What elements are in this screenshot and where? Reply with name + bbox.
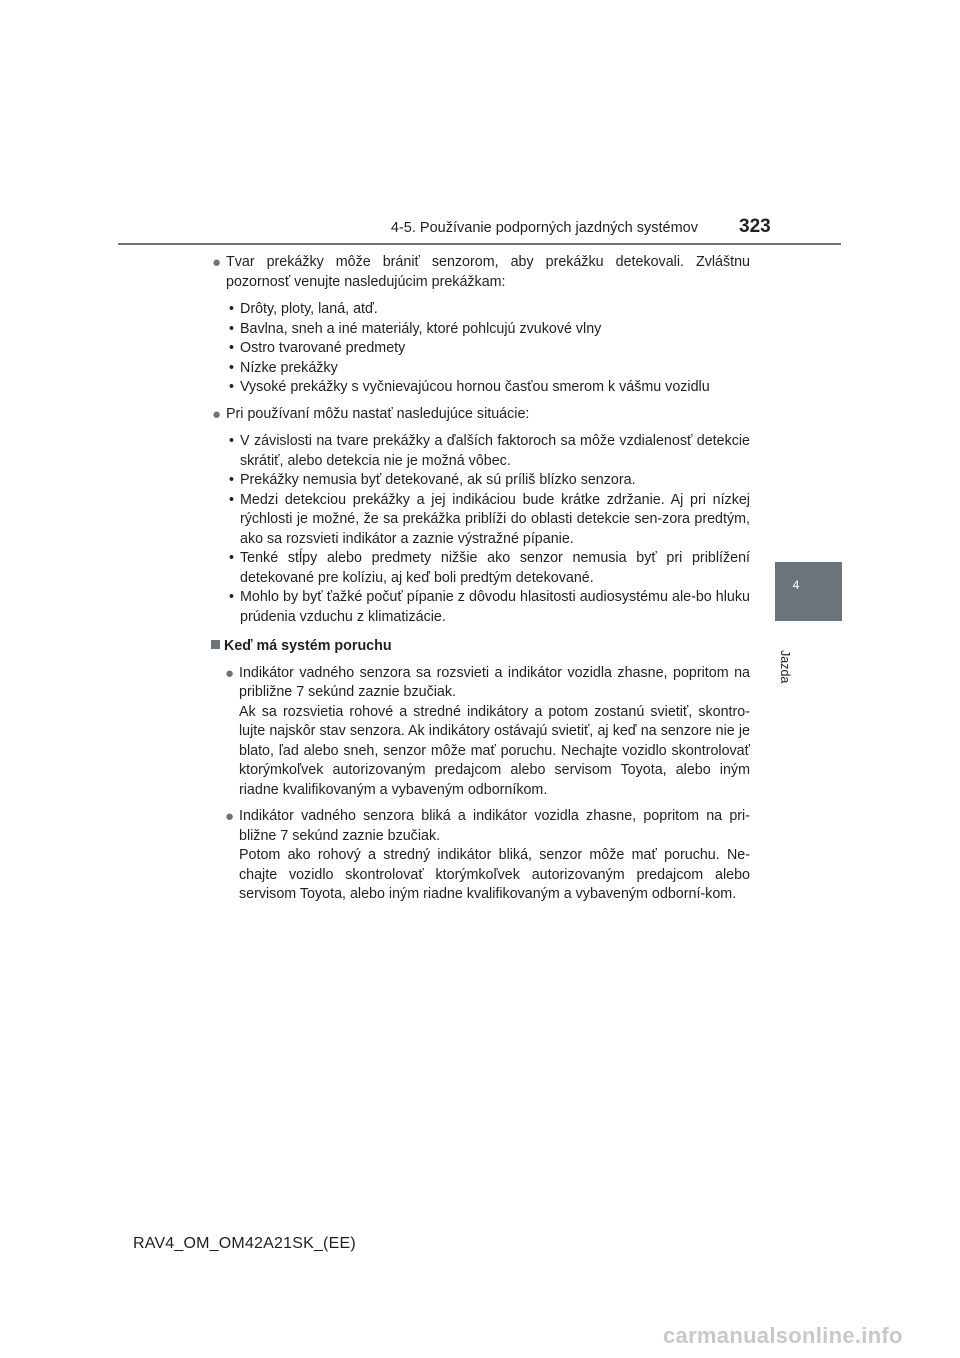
sub-item-text: Drôty, ploty, laná, atď. xyxy=(240,301,378,317)
dot-bullet-icon: • xyxy=(229,379,235,395)
dot-bullet-icon: • xyxy=(229,472,235,488)
sub-list-item xyxy=(226,378,750,398)
item-text: Indikátor vadného senzora sa rozsvieti a indikátor vozidla zhasne, popritom na približne 7 sekúnd zaznie bzučiak. xyxy=(239,664,750,700)
sub-item-text: Mohlo by byť ťažké počuť pípanie z dôvodu hlasitosti audiosystému ale-bo hluku prúdenia vzduchu z klimatizácie. xyxy=(240,589,750,625)
sub-item-text: Nízke prekážky xyxy=(240,359,338,376)
square-section-icon xyxy=(211,640,220,649)
section-heading xyxy=(211,637,750,657)
circle-bullet-icon: ● xyxy=(225,664,235,682)
dot-bullet-icon: • xyxy=(229,550,235,566)
list-item xyxy=(212,253,750,292)
header-divider xyxy=(118,243,841,245)
list-item xyxy=(225,807,750,905)
sub-list-item xyxy=(226,471,750,491)
item-text: Indikátor vadného senzora bliká a indikátor vozidla zhasne, popritom na pri-bližne 7 sekúnd zaznie bzučiak. xyxy=(239,808,750,844)
dot-bullet-icon: • xyxy=(229,320,235,337)
item-text: Tvar prekážky môže brániť senzorom, aby prekážku detekovali. Zvláštnu pozornosť venujte nasledujúcim prekážkam: xyxy=(226,254,750,290)
sub-list-item xyxy=(226,588,750,627)
dot-bullet-icon: • xyxy=(229,359,235,376)
sub-list-item xyxy=(226,549,750,588)
sub-list-item xyxy=(226,300,750,320)
list-item xyxy=(225,664,750,801)
document-code: RAV4_OM_OM42A21SK_(EE) xyxy=(133,1235,356,1252)
sub-list xyxy=(226,432,750,627)
circle-bullet-icon: ● xyxy=(212,254,222,271)
sub-list-item xyxy=(226,432,750,471)
page-content xyxy=(212,253,750,905)
sub-item-text: Tenké stĺpy alebo predmety nižšie ako senzor nemusia byť pri priblížení detekované pre kolíziu, aj keď boli predtým detekované. xyxy=(240,550,750,586)
sub-item-text: Prekážky nemusia byť detekované, ak sú príliš blízko senzora. xyxy=(240,472,636,488)
sub-item-text: Vysoké prekážky s vyčnievajúcou hornou časťou smerom k vášmu vozidlu xyxy=(240,379,710,395)
item-text: Ak sa rozsvietia rohové a stredné indikátory a potom zostanú svietiť, skontro-lujte najskôr stav senzora. Ak indikátory ostávajú svietiť, aj keď na senzore nie je blato, ľad alebo sneh, senzor môže mať poruchu. Nechajte vozidlo skontrolovať ktorýmkoľvek autorizovaným predajcom alebo servisom Toyota, alebo iným riadne kvalifikovaným a vybaveným odborníkom. xyxy=(239,703,750,798)
circle-bullet-icon: ● xyxy=(225,808,235,825)
list-item xyxy=(212,405,750,425)
section-heading-text: Keď má systém poruchu xyxy=(224,638,392,654)
dot-bullet-icon: • xyxy=(229,301,235,317)
page-number: 323 xyxy=(739,216,771,237)
sub-item-text: V závislosti na tvare prekážky a ďalších faktoroch sa môže vzdialenosť detekcie skrátiť, alebo detekcia nie je možná vôbec. xyxy=(240,433,750,469)
dot-bullet-icon: • xyxy=(229,433,235,449)
sub-item-text: Bavlna, sneh a iné materiály, ktoré pohlcujú zvukové vlny xyxy=(240,320,602,337)
item-text: Potom ako rohový a stredný indikátor bliká, senzor môže mať poruchu. Ne-chajte vozidlo skontrolovať ktorýmkoľvek autorizovaným predajcom alebo servisom Toyota, alebo iným riadne kvalifikovaným a vybaveným odborní-kom. xyxy=(239,847,750,902)
sub-item-text: Medzi detekciou prekážky a jej indikáciou bude krátke zdržanie. Aj pri nízkej rýchlosti je možné, že sa prekážka priblíži do oblasti detekcie sen-zora predtým, ako sa rozsvieti indikátor a zaznie výstražné pípanie. xyxy=(240,491,750,547)
sub-list-item xyxy=(226,359,750,379)
sub-item-text: Ostro tvarované predmety xyxy=(240,340,406,356)
circle-bullet-icon: ● xyxy=(212,405,222,423)
watermark: carmanualsonline.info xyxy=(663,1323,903,1348)
chapter-tab-number: 4 xyxy=(792,578,800,592)
section-header-title: 4-5. Používanie podporných jazdných systémov xyxy=(390,220,698,236)
sub-list-item xyxy=(226,320,750,340)
section-body xyxy=(225,657,750,905)
chapter-tab-label xyxy=(778,650,818,690)
sub-list-item xyxy=(226,491,750,550)
sub-list-item xyxy=(226,339,750,359)
dot-bullet-icon: • xyxy=(229,589,235,605)
sub-list xyxy=(226,300,750,398)
dot-bullet-icon: • xyxy=(229,340,235,356)
dot-bullet-icon: • xyxy=(229,491,235,508)
chapter-label-text: Jazda xyxy=(778,650,792,684)
item-text: Pri používaní môžu nastať nasledujúce situácie: xyxy=(226,405,530,422)
